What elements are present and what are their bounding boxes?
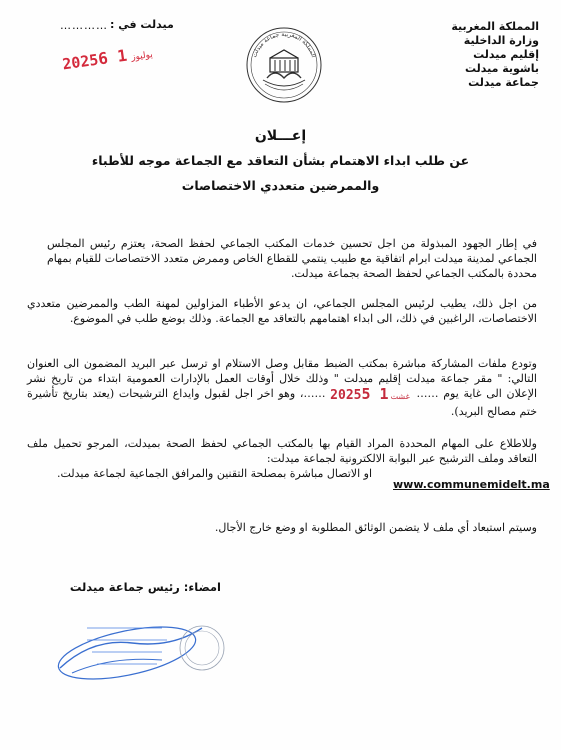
emblem-text: المملكة المغربية جماعة ميدلت: [251, 30, 317, 59]
commune-website-link[interactable]: www.communemidelt.ma: [393, 478, 550, 491]
paragraph-invitation: من اجل ذلك، يطيب لرئيس المجلس الجماعي، ان يدعو الأطباء المزاولين لمهنة الطب والممرضين متعددي الاختصاصات، الراغبين في ذلك، الى ابداء اهتمامهم بالتعاقد مع الجماعة. وذلك بوضع طلب في الموضوع.: [27, 297, 537, 325]
header-pashalik: باشوية ميدلت: [464, 62, 539, 75]
paragraph-intro: في إطار الجهود المبذولة من اجل تحسين خدمات المكتب الجماعي لحفظ الصحة، يعتزم رئيس المجلس الجماعي لمدينة ميدلت ابرام اتفاقية مع طبيب ينتمي للقطاع الخاص وممرض متعدد الاختصاصات للقيام بمهام محددة بالمكتب الجماعي لحفظ الصحة بجماعة ميدلت.: [47, 237, 537, 280]
announcement-title: إعـــلان: [254, 128, 307, 144]
header-block: [451, 20, 539, 90]
contact-service-text: او الاتصال مباشرة بمصلحة التقنين والمرافق الجماعية لجماعة ميدلت.: [56, 467, 372, 480]
svg-text:المملكة المغربية جماعة ميدلت: [251, 31, 317, 59]
deadline-dots-a: ……: [416, 387, 439, 400]
announcement-subtitle-line1: عن طلب ابداء الاهتمام بشأن التعاقد مع الجماعة موجه للأطباء: [91, 153, 470, 168]
president-signature-stamp: [52, 598, 232, 698]
deadline-date-stamp: [330, 387, 412, 404]
deadline-month: غشت: [390, 392, 410, 401]
announcement-subtitle-line2: والممرضين متعددي الاختصاصات: [181, 178, 380, 193]
paragraph-download-info: [27, 436, 537, 481]
place-date: [30, 18, 190, 74]
submission-text-a: وتودع ملفات المشاركة مباشرة بمكتب الضبط مقابل وصل الاستلام او ترسل عبر البريد المضمون الى العنوان التالي: " مقر جماعة ميدلت إقليم ميدلت " وذلك خلال أوقات العمل بالإدارات العمومية ابتداء من تاريخ نشر الإعلان الى غاية يوم: [27, 357, 538, 400]
deadline-year: 2025: [330, 388, 362, 403]
paragraph-exclusion: وسيتم استبعاد أي ملف لا يتضمن الوثائق المطلوبة او وضع خارج الأجال.: [214, 521, 537, 534]
header-commune: جماعة ميدلت: [468, 76, 539, 89]
stamp-year: 2025: [61, 50, 100, 74]
header-ministry: وزارة الداخلية: [463, 34, 539, 47]
submission-text-b: وهو اخر اجل لقبول وايداع الترشيحات (يعتد بتاريخ تأشيرة ختم مصالح البريد).: [27, 387, 537, 418]
header-kingdom: المملكة المغربية: [451, 20, 539, 33]
date-stamp: [61, 42, 157, 74]
deadline-dots-b: ……،: [299, 387, 326, 400]
download-text: وللاطلاع على المهام المحددة المراد القيام بها بالمكتب الجماعي لحفظ الصحة بميدلت، المرجو تحميل ملف التعاقد وملف الترشيح عبر البوابة الالكترونية لجماعة ميدلت:: [27, 437, 537, 465]
stamp-month: يوليوز: [130, 49, 154, 63]
header-province: إقليم ميدلت: [473, 48, 539, 61]
deadline-day: 1 5: [361, 385, 389, 403]
place-label: ميدلت في :: [110, 18, 174, 31]
commune-emblem-seal: [245, 20, 323, 110]
date-dots: …………: [60, 19, 108, 32]
paragraph-submission: [27, 356, 537, 419]
signature-title: امضاء: رئيس جماعة ميدلت: [69, 580, 221, 594]
stamp-day: 1 6: [96, 45, 129, 69]
